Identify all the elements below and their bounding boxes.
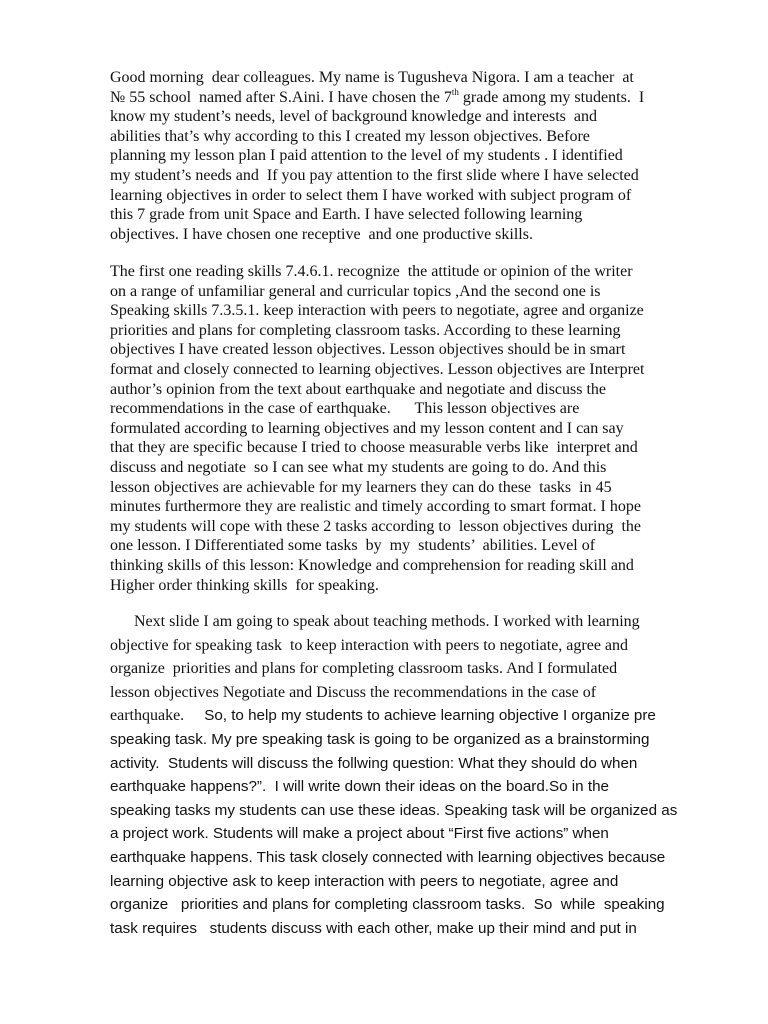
text-line: earthquake happens?”. I will write down their ideas on the board.So in the: [110, 778, 609, 796]
text-line: earthquake happens. This task closely connected with learning objectives because: [110, 848, 666, 866]
text-line: my student’s needs and If you pay attention to the first slide where I have selected: [110, 166, 639, 184]
text-line: Speaking skills 7.3.5.1. keep interaction with peers to negotiate, agree and organize: [110, 302, 644, 320]
text-line: objectives I have created lesson objectives. Lesson objectives should be in smart: [110, 341, 626, 359]
text-line: planning my lesson plan I paid attention to the level of my students . I identified: [110, 147, 623, 165]
superscript-text: th: [451, 86, 459, 97]
text-line: learning objectives in order to select them I have worked with subject program of: [110, 186, 632, 204]
text-line: Good morning dear colleagues. My name is Tugusheva Nigora. I am a teacher at: [110, 69, 634, 86]
text-line: format and closely connected to learning objectives. Lesson objectives are Interpret: [110, 360, 645, 378]
text-segment: So, to help my students to achieve learning objective I organize pre: [204, 707, 656, 725]
text-segment: № 55 school named after S.Aini. I have chosen the 7: [110, 88, 452, 106]
text-line: speaking task. My pre speaking task is going to be organized as a brainstorming: [110, 730, 650, 748]
text-line: my students will cope with these 2 tasks according to lesson objectives during the: [110, 517, 642, 535]
paragraph-teaching-methods: [110, 610, 710, 940]
text-line: thinking skills of this lesson: Knowledge and comprehension for reading skill and: [110, 556, 634, 574]
text-line: activity. Students will discuss the follwing question: What they should do when: [110, 754, 638, 772]
text-line: [110, 704, 710, 728]
text-line: a project work. Students will make a project about “First five actions” when: [110, 825, 609, 843]
paragraph-introduction: [110, 68, 710, 244]
text-line: lesson objectives Negotiate and Discuss the recommendations in the case of: [110, 683, 597, 701]
text-line: discuss and negotiate so I can see what my students are going to do. And this: [110, 458, 607, 476]
text-line: author’s opinion from the text about earthquake and negotiate and discuss the: [110, 380, 607, 398]
sans-section: [110, 704, 710, 940]
text-line: abilities that’s why according to this I created my lesson objectives. Before: [110, 127, 590, 145]
text-line: objectives. I have chosen one receptive and one productive skills.: [110, 225, 533, 243]
text-segment: earthquake.: [110, 707, 205, 725]
text-line: Next slide I am going to speak about teaching methods. I worked with learning: [110, 613, 640, 630]
serif-section: [110, 610, 710, 704]
text-line: Higher order thinking skills for speaking.: [110, 576, 379, 594]
text-line: know my student’s needs, level of background knowledge and interests and: [110, 108, 597, 126]
text-line: one lesson. I Differentiated some tasks by my students’ abilities. Level of: [110, 537, 596, 555]
text-line: [110, 88, 710, 108]
text-line: formulated according to learning objectives and my lesson content and I can say: [110, 419, 624, 437]
paragraph-learning-objectives: [110, 262, 710, 595]
text-line: this 7 grade from unit Space and Earth. I have selected following learning: [110, 206, 583, 224]
text-line: recommendations in the case of earthquake. This lesson objectives are: [110, 400, 580, 418]
text-line: priorities and plans for completing classroom tasks. According to these learning: [110, 321, 621, 339]
text-segment: grade among my students. I: [458, 88, 645, 106]
text-line: organize priorities and plans for completing classroom tasks. So while speaking: [110, 896, 665, 914]
text-line: on a range of unfamiliar general and curricular topics ,And the second one is: [110, 282, 601, 300]
text-line: learning objective ask to keep interaction with peers to negotiate, agree and: [110, 872, 619, 890]
text-line: task requires students discuss with each other, make up their mind and put in: [110, 919, 637, 937]
text-line: objective for speaking task to keep interaction with peers to negotiate, agree and: [110, 636, 629, 654]
text-line: organize priorities and plans for completing classroom tasks. And I formulated: [110, 660, 618, 678]
text-line: lesson objectives are achievable for my learners they can do these tasks in 45: [110, 478, 612, 496]
text-line: speaking tasks my students can use these ideas. Speaking task will be organized as: [110, 801, 678, 819]
text-line: minutes furthermore they are realistic and timely according to smart format. I hope: [110, 498, 641, 516]
text-line: that they are specific because I tried to choose measurable verbs like interpret and: [110, 439, 638, 457]
text-line: The first one reading skills 7.4.6.1. recognize the attitude or opinion of the writer: [110, 263, 633, 280]
